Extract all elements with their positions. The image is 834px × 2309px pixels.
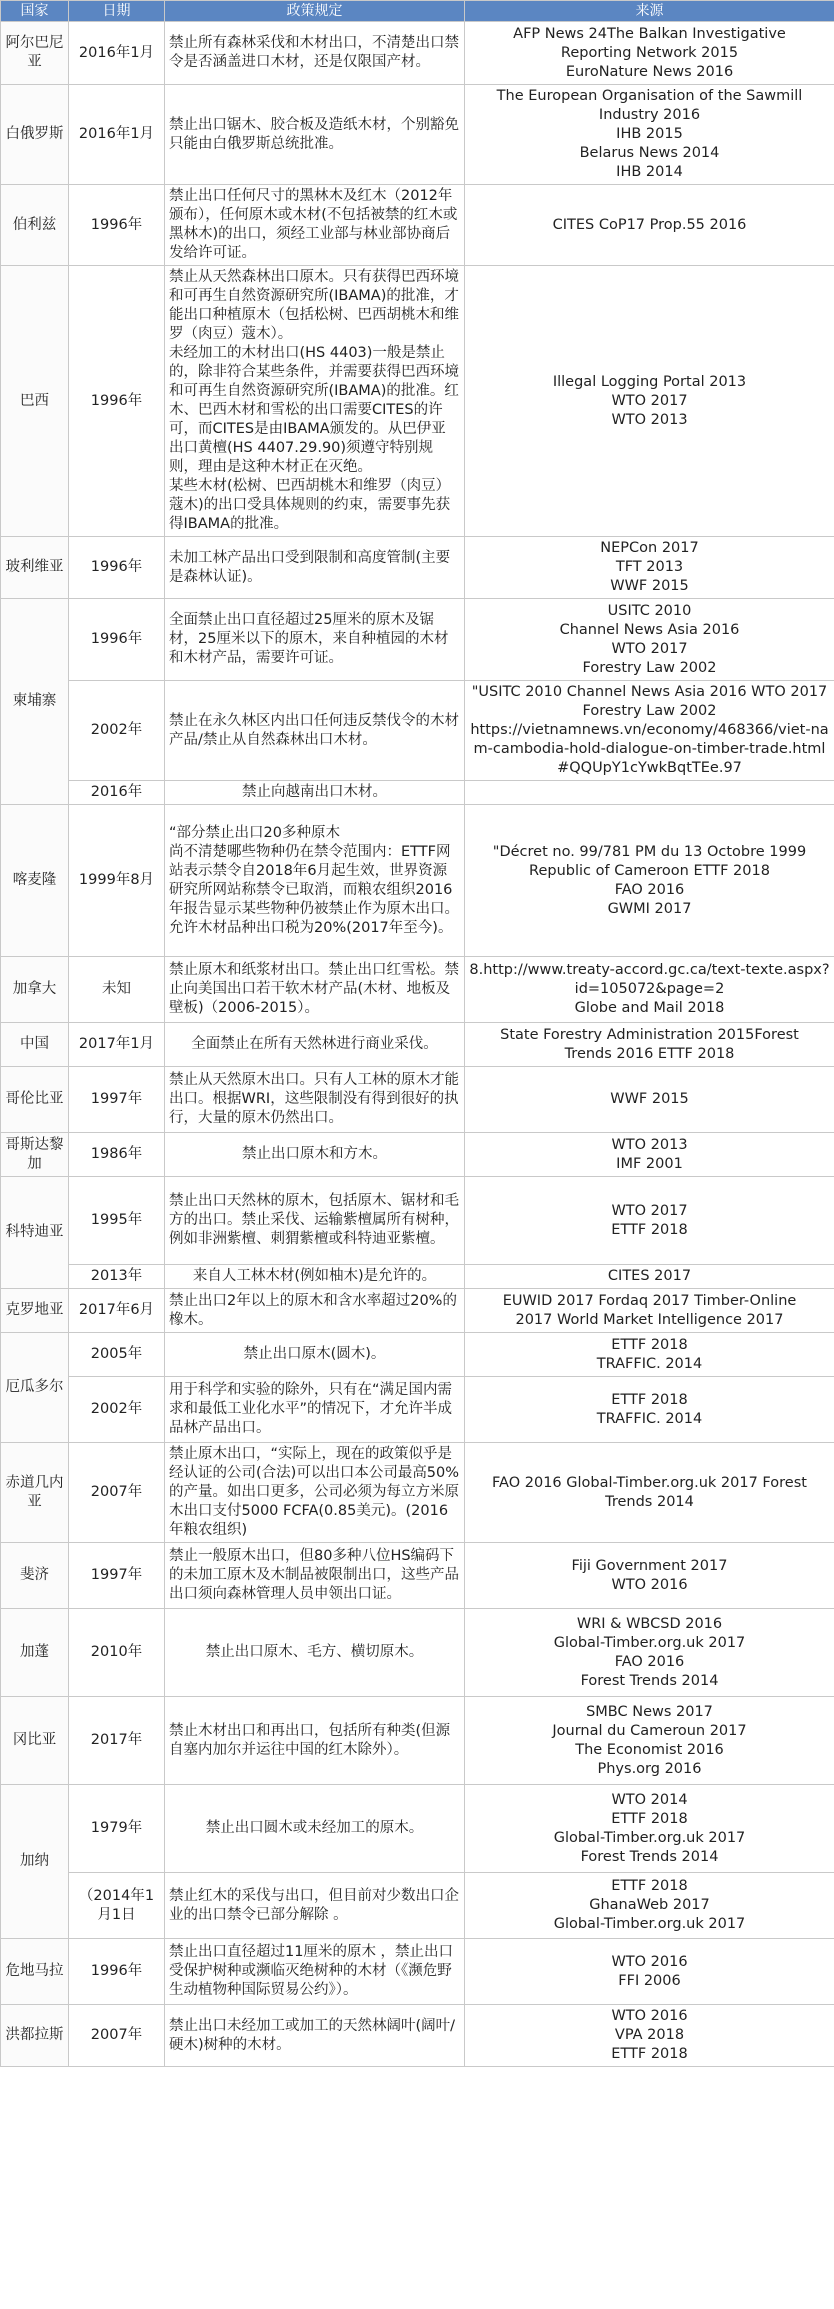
date-cell: 2016年1月	[69, 85, 165, 185]
source-cell	[465, 781, 834, 805]
source-cell: AFP News 24The Balkan Investigative Reporting Network 2015 EuroNature News 2016	[465, 22, 834, 85]
policy-cell: 禁止从天然森林出口原木。只有获得巴西环境和可再生自然资源研究所(IBAMA)的批准，才能出口种植原木（包括松树、巴西胡桃木和维罗（肉豆）蔻木）。 未经加工的木材出口(HS 4403)一般是禁止的，除非符合某些条件，并需要获得巴西环境和可再生自然资源研究所(IBAMA)的批准。红木、巴西木材和雪松的出口需要CITES的许可，而CITES是由IBAMA颁发的。从巴伊亚出口黄檀(HS 4407.29.90)须遵守特别规则，理由是这种木材正在灭绝。 某些木材(松树、巴西胡桃木和维罗（肉豆）蔻木)的出口受具体规则的约束，需要事先获得IBAMA的批准。	[165, 266, 465, 537]
policy-cell: 禁止出口原木、毛方、横切原木。	[165, 1609, 465, 1697]
policy-cell: 禁止出口圆木或未经加工的原木。	[165, 1785, 465, 1873]
country-cell: 冈比亚	[1, 1697, 69, 1785]
table-row	[1, 1609, 834, 1697]
source-cell: FAO 2016 Global-Timber.org.uk 2017 Forest Trends 2014	[465, 1443, 834, 1543]
source-cell: Fiji Government 2017 WTO 2016	[465, 1543, 834, 1609]
policy-cell: 来自人工林木材(例如柚木)是允许的。	[165, 1265, 465, 1289]
source-cell: WTO 2016 VPA 2018 ETTF 2018	[465, 2005, 834, 2067]
table-row	[1, 957, 834, 1023]
table-row	[1, 1265, 834, 1289]
source-cell: ETTF 2018 GhanaWeb 2017 Global-Timber.org.uk 2017	[465, 1873, 834, 1939]
table-row	[1, 1697, 834, 1785]
policy-cell: 未加工林产品出口受到限制和高度管制(主要是森林认证)。	[165, 537, 465, 599]
date-cell: 1995年	[69, 1177, 165, 1265]
table-row	[1, 681, 834, 781]
country-cell: 阿尔巴尼亚	[1, 22, 69, 85]
date-cell: 2017年6月	[69, 1289, 165, 1333]
date-cell: 1997年	[69, 1543, 165, 1609]
table-row	[1, 1543, 834, 1609]
country-cell: 喀麦隆	[1, 805, 69, 957]
country-cell: 哥伦比亚	[1, 1067, 69, 1133]
header-row	[1, 1, 834, 22]
policy-cell: 禁止从天然原木出口。只有人工林的原木才能出口。根据WRI，这些限制没有得到很好的执行，大量的原木仍然出口。	[165, 1067, 465, 1133]
date-cell: 1996年	[69, 185, 165, 266]
source-cell: WRI & WBCSD 2016 Global-Timber.org.uk 2017 FAO 2016 Forest Trends 2014	[465, 1609, 834, 1697]
source-cell: State Forestry Administration 2015Forest Trends 2016 ETTF 2018	[465, 1023, 834, 1067]
date-cell: 2017年1月	[69, 1023, 165, 1067]
source-cell: "USITC 2010 Channel News Asia 2016 WTO 2017 Forestry Law 2002 https://vietnamnews.vn/economy/468366/viet-nam-cambodia-hold-dialogue-on-timber-trade.html#QQUpY1cYwkBqtTEe.97	[465, 681, 834, 781]
source-cell: EUWID 2017 Fordaq 2017 Timber-Online 2017 World Market Intelligence 2017	[465, 1289, 834, 1333]
table-row	[1, 185, 834, 266]
policy-cell: 禁止一般原木出口，但80多种八位HS编码下的未加工原木及木制品被限制出口，这些产品出口须向森林管理人员申领出口证。	[165, 1543, 465, 1609]
date-cell: 1999年8月	[69, 805, 165, 957]
date-cell: 1996年	[69, 266, 165, 537]
table-row	[1, 1443, 834, 1543]
source-cell: WTO 2014 ETTF 2018 Global-Timber.org.uk 2017 Forest Trends 2014	[465, 1785, 834, 1873]
date-cell: 2017年	[69, 1697, 165, 1785]
table-row	[1, 2005, 834, 2067]
country-cell: 哥斯达黎加	[1, 1133, 69, 1177]
source-cell: ETTF 2018 TRAFFIC. 2014	[465, 1377, 834, 1443]
table-row	[1, 1785, 834, 1873]
date-cell: 1979年	[69, 1785, 165, 1873]
source-cell: ETTF 2018 TRAFFIC. 2014	[465, 1333, 834, 1377]
source-cell: The European Organisation of the Sawmill Industry 2016 IHB 2015 Belarus News 2014 IHB 2014	[465, 85, 834, 185]
source-cell: CITES CoP17 Prop.55 2016	[465, 185, 834, 266]
country-cell: 洪都拉斯	[1, 2005, 69, 2067]
date-cell: 1997年	[69, 1067, 165, 1133]
source-cell: SMBC News 2017 Journal du Cameroun 2017 The Economist 2016 Phys.org 2016	[465, 1697, 834, 1785]
country-cell: 中国	[1, 1023, 69, 1067]
source-cell: USITC 2010 Channel News Asia 2016 WTO 2017 Forestry Law 2002	[465, 599, 834, 681]
country-cell: 赤道几内亚	[1, 1443, 69, 1543]
date-cell: 1986年	[69, 1133, 165, 1177]
country-cell: 柬埔寨	[1, 599, 69, 805]
country-cell: 加蓬	[1, 1609, 69, 1697]
policy-cell: 全面禁止在所有天然林进行商业采伐。	[165, 1023, 465, 1067]
country-cell: 斐济	[1, 1543, 69, 1609]
policy-cell: 禁止出口原木和方木。	[165, 1133, 465, 1177]
table-row	[1, 805, 834, 957]
table-row	[1, 1333, 834, 1377]
table-row	[1, 22, 834, 85]
policy-cell: 禁止原木和纸浆材出口。禁止出口红雪松。禁止向美国出口若干软木材产品(木材、地板及壁板)（2006-2015）。	[165, 957, 465, 1023]
country-cell: 巴西	[1, 266, 69, 537]
date-cell: 2007年	[69, 2005, 165, 2067]
date-cell: 2013年	[69, 1265, 165, 1289]
header-country: 国家	[1, 1, 69, 22]
date-cell: 1996年	[69, 599, 165, 681]
policy-cell: 禁止红木的采伐与出口，但目前对少数出口企业的出口禁令已部分解除 。	[165, 1873, 465, 1939]
policy-cell: 禁止出口未经加工或加工的天然林阔叶(阔叶/硬木)树种的木材。	[165, 2005, 465, 2067]
date-cell: 2007年	[69, 1443, 165, 1543]
source-cell: Illegal Logging Portal 2013 WTO 2017 WTO 2013	[465, 266, 834, 537]
country-cell: 科特迪亚	[1, 1177, 69, 1289]
source-cell: NEPCon 2017 TFT 2013 WWF 2015	[465, 537, 834, 599]
country-cell: 厄瓜多尔	[1, 1333, 69, 1443]
table-row	[1, 1289, 834, 1333]
country-cell: 白俄罗斯	[1, 85, 69, 185]
date-cell: 未知	[69, 957, 165, 1023]
policy-cell: 禁止所有森林采伐和木材出口，不清楚出口禁令是否涵盖进口木材，还是仅限国产材。	[165, 22, 465, 85]
policy-cell: 全面禁止出口直径超过25厘米的原木及锯材，25厘米以下的原木，来自种植园的木材和木材产品，需要许可证。	[165, 599, 465, 681]
source-cell: WTO 2016 FFI 2006	[465, 1939, 834, 2005]
table-row	[1, 1133, 834, 1177]
country-cell: 加纳	[1, 1785, 69, 1939]
policy-cell: 禁止出口天然林的原木，包括原木、锯材和毛方的出口。禁止采伐、运输紫檀属所有树种，例如非洲紫檀、刺猬紫檀或科特迪亚紫檀。	[165, 1177, 465, 1265]
table-row	[1, 1939, 834, 2005]
source-cell: "Décret no. 99/781 PM du 13 Octobre 1999 Republic of Cameroon ETTF 2018 FAO 2016 GWMI 2017	[465, 805, 834, 957]
country-cell: 玻利维亚	[1, 537, 69, 599]
header-date: 日期	[69, 1, 165, 22]
policy-cell: 禁止出口锯木、胶合板及造纸木材，个别豁免只能由白俄罗斯总统批准。	[165, 85, 465, 185]
table-row	[1, 1067, 834, 1133]
policy-cell: 禁止在永久林区内出口任何违反禁伐令的木材产品/禁止从自然森林出口木材。	[165, 681, 465, 781]
policy-cell: 禁止向越南出口木材。	[165, 781, 465, 805]
country-cell: 加拿大	[1, 957, 69, 1023]
policy-cell: 禁止出口任何尺寸的黑林木及红木（2012年颁布），任何原木或木材(不包括被禁的红木或黑林木)的出口，须经工业部与林业部协商后发给许可证。	[165, 185, 465, 266]
source-cell: CITES 2017	[465, 1265, 834, 1289]
table-row	[1, 781, 834, 805]
date-cell: 1996年	[69, 1939, 165, 2005]
date-cell: 2016年	[69, 781, 165, 805]
country-cell: 克罗地亚	[1, 1289, 69, 1333]
date-cell: 2010年	[69, 1609, 165, 1697]
source-cell: WWF 2015	[465, 1067, 834, 1133]
policy-cell: 用于科学和实验的除外，只有在“满足国内需求和最低工业化水平”的情况下，才允许半成品林产品出口。	[165, 1377, 465, 1443]
header-source: 来源	[465, 1, 834, 22]
policy-cell: 禁止木材出口和再出口，包括所有种类(但源自塞内加尔并运往中国的红木除外）。	[165, 1697, 465, 1785]
country-cell: 伯利兹	[1, 185, 69, 266]
source-cell: 8.http://www.treaty-accord.gc.ca/text-texte.aspx?id=105072&page=2 Globe and Mail 2018	[465, 957, 834, 1023]
table-row	[1, 266, 834, 537]
date-cell: 2002年	[69, 681, 165, 781]
header-policy: 政策规定	[165, 1, 465, 22]
table-row	[1, 85, 834, 185]
date-cell: 2002年	[69, 1377, 165, 1443]
source-cell: WTO 2013 IMF 2001	[465, 1133, 834, 1177]
country-cell: 危地马拉	[1, 1939, 69, 2005]
date-cell: 2005年	[69, 1333, 165, 1377]
policy-cell: 禁止出口直径超过11厘米的原木 ，禁止出口受保护树种或濒临灭绝树种的木材（《濒危野生动植物种国际贸易公约》）。	[165, 1939, 465, 2005]
table-row	[1, 1177, 834, 1265]
table-row	[1, 537, 834, 599]
date-cell: 2016年1月	[69, 22, 165, 85]
policy-cell: 禁止原木出口，“实际上，现在的政策似乎是经认证的公司(合法)可以出口本公司最高50%的产量。如出口更多，公司必须为每立方米原木出口支付5000 FCFA(0.85美元)。(2016年粮农组织)	[165, 1443, 465, 1543]
table-row	[1, 599, 834, 681]
policy-cell: “部分禁止出口20多种原木 尚不清楚哪些物种仍在禁令范围内：ETTF网站表示禁令自2018年6月起生效，世界资源研究所网站称禁令已取消，而粮农组织2016年报告显示某些物种仍被禁止作为原木出口。允许木材品种出口税为20%(2017年至今)。	[165, 805, 465, 957]
policy-cell: 禁止出口原木(圆木)。	[165, 1333, 465, 1377]
source-cell: WTO 2017 ETTF 2018	[465, 1177, 834, 1265]
table-row	[1, 1873, 834, 1939]
date-cell: 1996年	[69, 537, 165, 599]
table-row	[1, 1023, 834, 1067]
table-body	[1, 22, 834, 2067]
policy-cell: 禁止出口2年以上的原木和含水率超过20%的橡木。	[165, 1289, 465, 1333]
date-cell: （2014年1月1日	[69, 1873, 165, 1939]
table-row	[1, 1377, 834, 1443]
